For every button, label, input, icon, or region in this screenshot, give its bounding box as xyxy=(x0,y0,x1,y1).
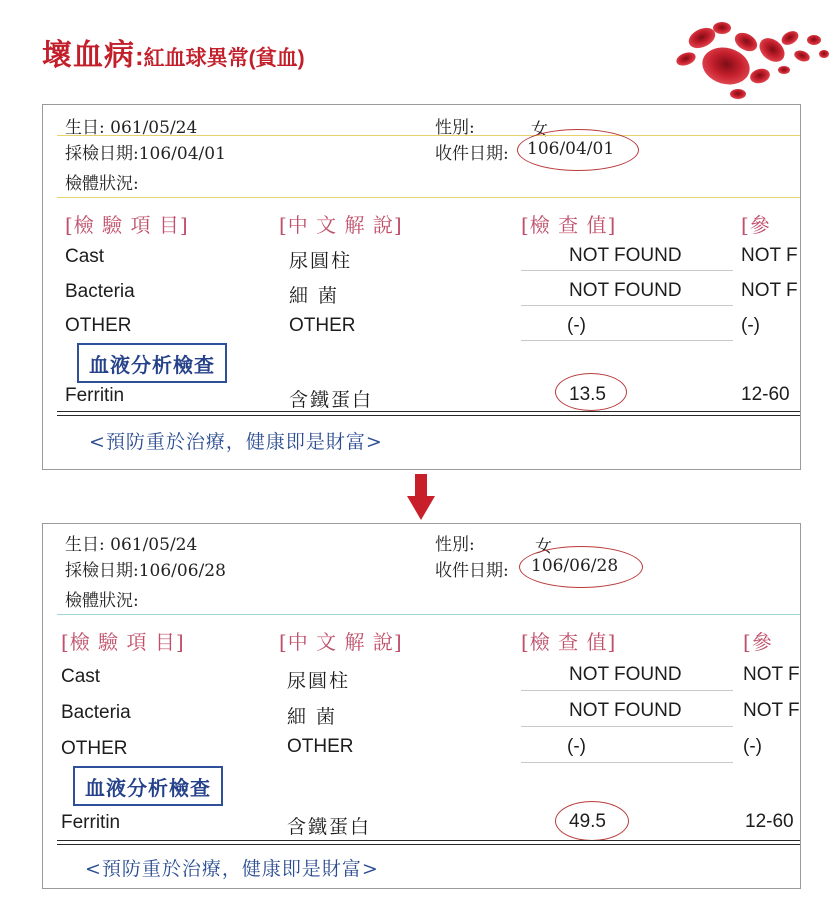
row-cast-item: Cast xyxy=(65,246,105,267)
row-other-ref: (-) xyxy=(741,315,760,336)
row-other-ref: (-) xyxy=(743,736,762,757)
col-head-chinese: [中 文 解 說] xyxy=(279,630,403,654)
row-other-item: OTHER xyxy=(65,315,132,336)
row-divider xyxy=(521,762,733,763)
col-head-item: [檢 驗 項 目] xyxy=(65,213,189,237)
sample-date: 採檢日期:106/06/28 xyxy=(65,561,226,581)
birth-date: 生日: 061/05/24 xyxy=(65,118,198,138)
red-blood-cells-icon xyxy=(668,14,829,106)
receive-date-label: 收件日期: xyxy=(435,144,509,164)
receive-date: 106/06/28 xyxy=(531,556,619,576)
col-head-reference: [參 xyxy=(741,213,771,237)
title-colon: : xyxy=(135,41,144,71)
page-title xyxy=(42,30,305,74)
row-cast-value: NOT FOUND xyxy=(569,245,682,266)
row-cast-cn: 尿圓柱 xyxy=(287,670,351,692)
col-head-item: [檢 驗 項 目] xyxy=(61,630,185,654)
row-bacteria-item: Bacteria xyxy=(61,702,131,723)
gender-value: 女 xyxy=(531,120,548,140)
section-blood-analysis: 血液分析檢查 xyxy=(73,766,223,806)
gender-label: 性別: xyxy=(435,118,475,138)
row-ferritin-cn: 含鐵蛋白 xyxy=(287,816,372,838)
col-head-value: [檢 查 值] xyxy=(521,630,617,654)
receive-date-label: 收件日期: xyxy=(435,561,509,581)
row-other-item: OTHER xyxy=(61,738,128,759)
title-main: 壞血病 xyxy=(42,39,135,72)
row-cast-ref: NOT F xyxy=(743,664,800,685)
table-bottom-double-rule xyxy=(57,840,800,845)
row-cast-cn: 尿圓柱 xyxy=(289,250,353,272)
table-bottom-double-rule xyxy=(57,411,800,416)
ferritin-highlight-oval xyxy=(555,801,629,841)
down-arrow-icon xyxy=(407,474,435,520)
row-cast-value: NOT FOUND xyxy=(569,664,682,685)
ferritin-value: 49.5 xyxy=(569,811,606,832)
title-sub: 紅血球異常(貧血) xyxy=(143,47,305,70)
col-head-value: [檢 查 值] xyxy=(521,213,617,237)
row-bacteria-cn: 細 菌 xyxy=(287,706,338,728)
row-other-cn: OTHER xyxy=(289,315,356,336)
birth-date: 生日: 061/05/24 xyxy=(65,535,198,555)
lab-report-before xyxy=(42,104,801,470)
sample-condition: 檢體狀況: xyxy=(65,174,139,194)
row-other-cn: OTHER xyxy=(287,736,354,757)
ferritin-value: 13.5 xyxy=(569,384,606,405)
row-bacteria-item: Bacteria xyxy=(65,281,135,302)
col-head-reference: [參 xyxy=(743,630,773,654)
row-other-value: (-) xyxy=(567,736,586,757)
header-rule-bottom xyxy=(57,614,800,615)
row-cast-item: Cast xyxy=(61,666,101,687)
lab-report-after xyxy=(42,523,801,889)
row-divider xyxy=(521,340,733,341)
row-ferritin-item: Ferritin xyxy=(65,385,125,406)
row-divider xyxy=(521,305,733,306)
row-bacteria-value: NOT FOUND xyxy=(569,280,682,301)
row-ferritin-item: Ferritin xyxy=(61,812,121,833)
header-rule xyxy=(57,135,800,136)
gender-value: 女 xyxy=(535,537,552,557)
row-other-value: (-) xyxy=(567,315,586,336)
row-cast-ref: NOT F xyxy=(741,245,798,266)
section-blood-analysis: 血液分析檢查 xyxy=(77,343,227,383)
row-ferritin-cn: 含鐵蛋白 xyxy=(289,389,374,411)
receive-date: 106/04/01 xyxy=(527,139,615,159)
sample-condition: 檢體狀況: xyxy=(65,591,139,611)
receive-date-highlight-oval xyxy=(519,546,643,588)
row-ferritin-ref: 12-60 xyxy=(741,384,790,405)
footer-slogan: <預防重於治療，健康即是財富> xyxy=(89,431,383,453)
ferritin-highlight-oval xyxy=(555,373,627,411)
row-bacteria-ref: NOT F xyxy=(741,280,798,301)
gender-label: 性別: xyxy=(435,535,475,555)
col-head-chinese: [中 文 解 說] xyxy=(279,213,403,237)
row-divider xyxy=(521,726,733,727)
row-ferritin-ref: 12-60 xyxy=(745,811,794,832)
row-divider xyxy=(521,690,733,691)
header-rule-bottom xyxy=(57,197,800,198)
sample-date: 採檢日期:106/04/01 xyxy=(65,144,226,164)
row-bacteria-ref: NOT F xyxy=(743,700,800,721)
receive-date-highlight-oval xyxy=(517,129,639,171)
footer-slogan: <預防重於治療，健康即是財富> xyxy=(85,858,379,880)
row-bacteria-cn: 細 菌 xyxy=(289,285,340,307)
row-bacteria-value: NOT FOUND xyxy=(569,700,682,721)
row-divider xyxy=(521,270,733,271)
